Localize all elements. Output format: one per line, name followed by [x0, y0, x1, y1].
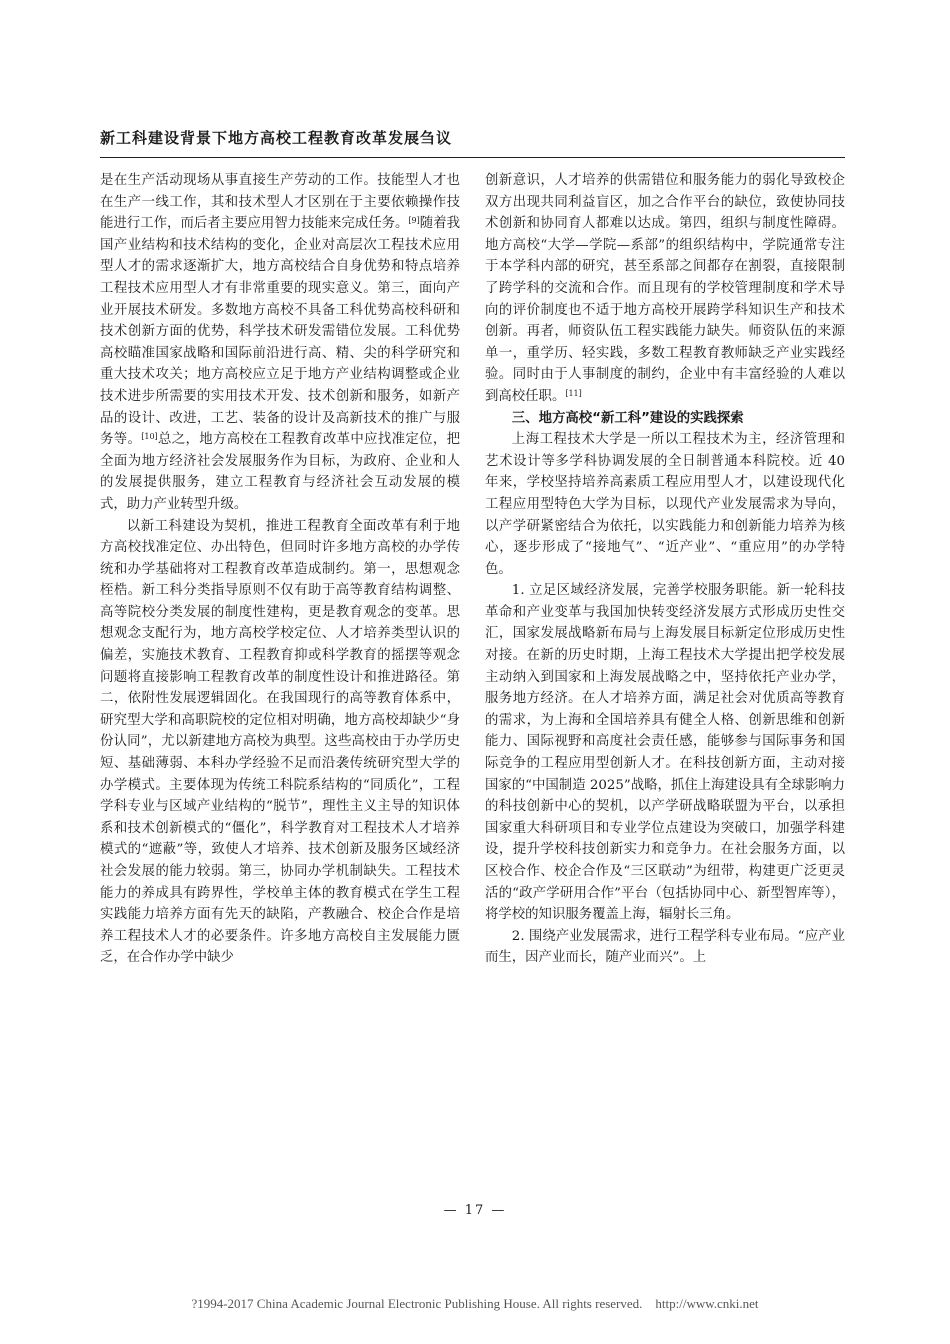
right-paragraph-1: [485, 170, 845, 408]
right-column: [485, 170, 845, 969]
citation-10: [10]: [141, 432, 158, 442]
right-paragraph-2: 上海工程技术大学是一所以工程技术为主，经济管理和艺术设计等多学科协调发展的全日制普通本科院校。近 40 年来，学校坚持培养高素质工程应用型人才，以建设现代化工程应用型特色大学为目标，以现代产业发展需求为导向，以产学研紧密结合为依托，以实践能力和创新能力培养为核心，逐步形成了“接地气”、“近产业”、“重应用”的办学特色。: [485, 432, 845, 577]
left-paragraph-2: 以新工科建设为契机，推进工程教育全面改革有利于地方高校找准定位、办出特色，但同时许多地方高校的办学传统和办学基础将对工程教育改革造成制约。第一，思想观念桎梏。新工科分类指导原则不仅有助于高等教育结构调整、高等院校分类发展的制度性建构，更是教育观念的变革。思想观念支配行为，地方高校学校定位、人才培养类型认识的偏差，实施技术教育、工程教育抑或科学教育的摇摆等观念问题将直接影响工程教育改革的制度性设计和推进路径。第二，依附性发展逻辑固化。在我国现行的高等教育体系中，研究型大学和高职院校的定位相对明确，地方高校却缺少“身份认同”，尤以新建地方高校为典型。这些高校由于办学历史短、基础薄弱、本科办学经验不足而沿袭传统研究型大学的办学模式。主要体现为传统工科院系结构的“同质化”，工程学科专业与区域产业结构的“脱节”，理性主义主导的知识体系和技术创新模式的“僵化”，科学教育对工程技术人才培养模式的“遮蔽”等，致使人才培养、技术创新及服务区域经济社会发展的能力较弱。第三，协同办学机制缺失。工程技术能力的养成具有跨界性，学校单主体的教育模式在学生工程实践能力培养方面有先天的缺陷，产教融合、校企合作是培养工程技术人才的必要条件。许多地方高校自主发展能力匮乏，在合作办学中缺少: [100, 518, 460, 966]
right-p1-text-a: 创新意识，人才培养的供需错位和服务能力的弱化导致校企双方出现共同利益盲区，加之合作平台的缺位，致使协同技术创新和协同育人都难以达成。第四，组织与制度性障碍。地方高校“大学—学院—系部”的组织结构中，学院通常专注于本学科内部的研究，甚至系部之间都存在割裂，直接限制了跨学科的交流和合作。而且现有的学校管理制度和学术导向的评价制度也不适于地方高校开展跨学科知识生产和技术创新。再者，师资队伍工程实践能力缺失。师资队伍的来源单一，重学历、轻实践，多数工程教育教师缺乏产业实践经验。同时由于人事制度的制约，企业中有丰富经验的人难以到高校任职。: [485, 173, 845, 404]
left-p1-text-c: 总之，地方高校在工程教育改革中应找准定位，把全面为地方经济社会发展服务作为目标，为政府、企业和人的发展提供服务，建立工程教育与经济社会互动发展的模式，助力产业转型升级。: [100, 432, 461, 512]
right-paragraph-3: 1. 立足区域经济发展，完善学校服务职能。新一轮科技革命和产业变革与我国加快转变经济发展方式形成历史性交汇，国家发展战略新布局与上海发展目标新定位形成历史性对接。在新的历史时期，上海工程技术大学提出把学校发展主动纳入到国家和上海发展战略之中，坚持依托产业办学，服务地方经济。在人才培养方面，满足社会对优质高等教育的需求，为上海和全国培养具有健全人格、创新思维和创新能力、国际视野和高度社会责任感，能够参与国际事务和国际竞争的工程应用型创新人才。在科技创新方面，主动对接国家的“中国制造 2025”战略，抓住上海建设具有全球影响力的科技创新中心的契机，以产学研战略联盟为平台，以承担国家重大科研项目和专业学位点建设为突破口，加强学科建设，提升学校科技创新实力和竞争力。在社会服务方面，以区校合作、校企合作及“三区联动”为纽带，构建更广泛更灵活的“政产学研用合作”平台（包括协同中心、新型智库等），将学校的知识服务覆盖上海，辐射长三角。: [485, 583, 846, 923]
left-column: [100, 170, 460, 969]
section-heading: 三、地方高校“新工科”建设的实践探索: [511, 410, 744, 426]
left-p1-text-b: 随着我国产业结构和技术结构的变化，企业对高层次工程技术应用型人才的需求逐渐扩大，地方高校结合自身优势和特点培养工程技术应用型人才有非常重要的现实意义。第三，面向产业开展技术研发。多数地方高校不具备工科优势高校科研和技术创新方面的优势，科学技术研发需错位发展。工科优势高校瞄准国家战略和国际前沿进行高、精、尖的科学研究和重大技术攻关；地方高校应立足于地方产业结构调整或企业技术进步所需要的实用技术开发、技术创新和服务，如新产品的设计、改进，工艺、装备的设计及高新技术的推广与服务等。: [100, 216, 461, 448]
citation-11: [11]: [565, 388, 582, 398]
left-p1-text-a: 是在生产活动现场从事直接生产劳动的工作。技能型人才也在生产一线工作，其和技术型人才区别在于主要依赖操作技能进行工作，而后者主要应用智力技能来完成任务。: [100, 173, 460, 232]
page-number: — 17 —: [443, 1203, 507, 1218]
citation-9: [9]: [408, 216, 420, 226]
header-rule: [100, 157, 845, 158]
running-title: 新工科建设背景下地方高校工程教育改革发展刍议: [100, 129, 453, 147]
right-paragraph-4: 2. 围绕产业发展需求，进行工程学科专业布局。“应产业而生，因产业而长，随产业而兴”。上: [485, 928, 845, 966]
copyright-footer: ?1994-2017 China Academic Journal Electronic Publishing House. All rights reserved. http://www.cnki.net: [191, 1296, 759, 1311]
left-paragraph-1: [100, 170, 460, 516]
